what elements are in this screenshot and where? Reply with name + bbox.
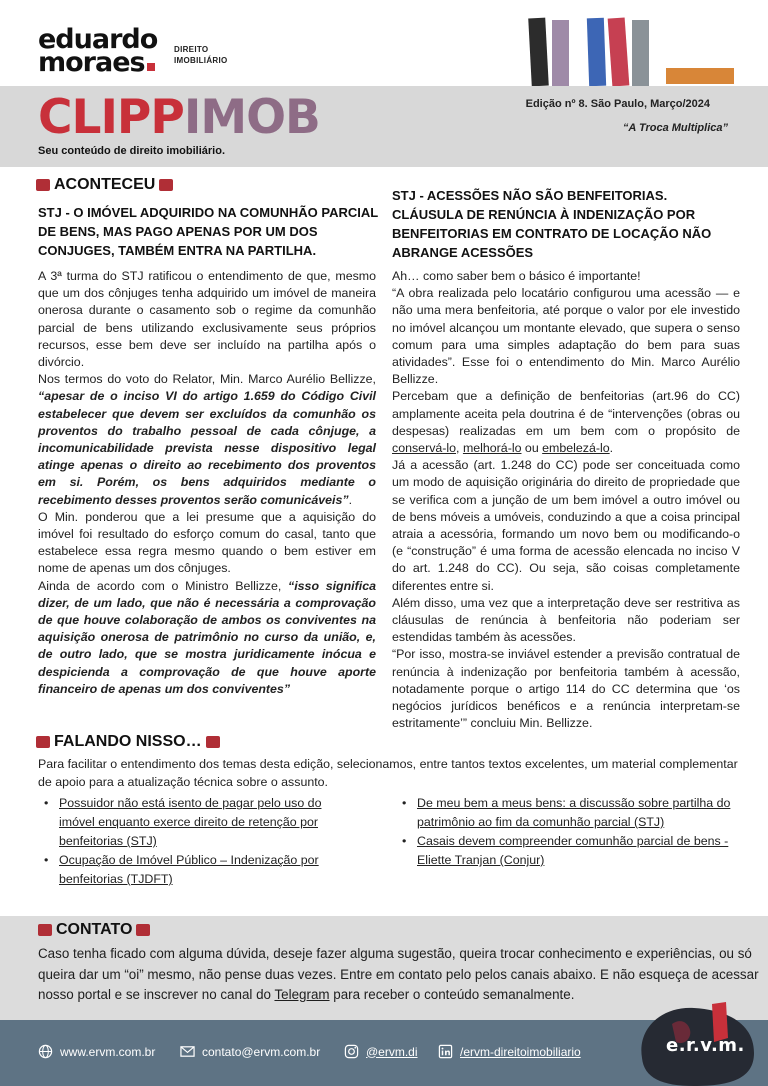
edition-theme: “A Troca Multiplica” <box>622 122 728 134</box>
paragraph: Nos termos do voto do Relator, Min. Marco Aurélio Bellizze, “apesar de o inciso VI do artigo 1.659 do Código Civil estabelecer que devem ser excluídos da comunhão os proventos do trabalho pessoal de cada cônjuge, a incomunicabilidade prevista nesse dispositivo legal atinge apenas o direito ao recebimento dos proventos em si. Porém, os bens adquiridos mediante o recebimento desses proventos serão comunicáveis”. <box>38 372 376 507</box>
list-item <box>398 832 748 870</box>
instagram-icon <box>344 1044 359 1059</box>
square-bullet-icon <box>159 179 173 191</box>
article-title-left: STJ - O IMÓVEL ADQUIRIDO NA COMUNHÃO PARCIAL DE BENS, MAS PAGO APENAS POR UM DOS CONJUGES, TAMBÉM ENTRA NA PARTILHA. <box>38 205 378 258</box>
square-bullet-icon <box>136 924 150 936</box>
paragraph: Ainda de acordo com o Ministro Bellizze, “isso significa dizer, de um lado, que não é necessária a comprovação de que houve colaboração de ambos os conviventes na aquisição onerosa de patrimônio no curso da união, e, de outro lado, que se mostra juridicamente inócua e despicienda a comprovação de que houve aporte financeiro de apenas um dos conviventes” <box>38 578 376 696</box>
footer-instagram[interactable]: @ervm.di <box>344 1044 418 1059</box>
paragraph: “Por isso, mostra-se inviável estender a previsão contratual de renúncia à indenização por benfeitoria também à acessão, notadamente porque o artigo 114 do CC determina que ‘os negócios jurídicos benéficos e a renúncia interpretam-se estritamente’” concluiu Min. Bellizze. <box>392 647 740 731</box>
decorative-brush-stripes <box>530 18 740 88</box>
section-heading-aconteceu: ACONTECEU <box>36 176 173 194</box>
falando-intro: Para facilitar o entendimento dos temas desta edição, selecionamos, entre tantos textos excelentes, um material complementar de apoio para a atualização técnica sobre o assunto. <box>38 757 738 789</box>
footer-email[interactable]: contato@ervm.com.br <box>180 1044 320 1059</box>
brand-subtitle <box>174 44 228 66</box>
telegram-link[interactable]: Telegram <box>274 987 330 1002</box>
paragraph: Além disso, uma vez que a interpretação deve ser restritiva as cláusulas de renúncia à benfeitoria não poderiam ser estendidas também às acessões. <box>392 595 740 645</box>
mail-icon <box>180 1044 195 1059</box>
brand-line-2: moraes <box>38 47 145 78</box>
paragraph: “A obra realizada pelo locatário configurou uma acessão — e não uma mera benfeitoria, até porque o valor por ele investido no imóvel alcançou um montante elevado, que supera o senso comum para uma simples adaptação do bem para suas atividades”. Esse foi o entendimento do Min. Marco Aurélio Bellizze. <box>392 286 740 387</box>
section-heading-contato: CONTATO <box>38 921 150 939</box>
brand-sub-1: DIREITO <box>174 45 209 54</box>
brand-logo <box>38 24 158 78</box>
globe-icon <box>38 1044 53 1059</box>
paragraph: Já a acessão (art. 1.248 do CC) pode ser conceituada como um modo de aquisição originária do direito de propriedade que se verifica com a junção de um bem imóvel a outro imóvel ou de bens móveis a umóveis, conduzindo a que a coisa principal atraia a acessória, formando um novo bem ou modificando-o (e “construção” é uma forma de acessão elencada no inciso V do art. 1.248 do CC). Ou seja, são coisas completamente diferentes entre si. <box>392 458 740 593</box>
brand-dot-icon <box>147 63 155 71</box>
linkedin-icon <box>438 1044 453 1059</box>
square-bullet-icon <box>206 736 220 748</box>
links-list-left <box>40 794 360 889</box>
square-bullet-icon <box>36 179 50 191</box>
brand-line-1: eduardo <box>38 24 158 55</box>
reference-link[interactable]: Ocupação de Imóvel Público – Indenização por benfeitorias (TJDFT) <box>59 853 319 886</box>
paragraph: O Min. ponderou que a lei presume que a aquisição do imóvel foi resultado do esforço comum do casal, tanto que estabelece essa regra mesmo quando o bem estiver em nome de apenas um dos cônjuges. <box>38 509 376 576</box>
paragraph: Ah… como saber bem o básico é importante! <box>392 269 641 283</box>
article-title-right: STJ - ACESSÕES NÃO SÃO BENFEITORIAS. CLÁUSULA DE RENÚNCIA À INDENIZAÇÃO POR BENFEITORIAS EM CONTRATO DE LOCAÇÃO NÃO ABRANGE ACESSÕES <box>392 188 712 260</box>
paragraph: Percebam que a definição de benfeitorias (art.96 do CC) amplamente aceita pela doutrina é de “intervenções (obras ou despesas) realizadas em um bem com o propósito de conservá-lo, melhorá-lo ou embelezá-lo. <box>392 389 740 456</box>
article-body-right <box>392 268 740 732</box>
edition-info: Edição nº 8. São Paulo, Março/2024 <box>525 98 710 110</box>
newsletter-title: CLIPPIMOB <box>38 90 320 145</box>
ervm-logo-text: e.r.v.m. <box>666 1035 745 1056</box>
paragraph: A 3ª turma do STJ ratificou o entendimento de que, mesmo que um dos cônjuges tenha adquirido um imóvel de maneira onerosa durante o casamento sob o regime da comunhão parcial de bens utilizando exclusivamente seus próprios recursos, esse bem deve ser incluído na partilha após o divórcio. <box>38 269 376 370</box>
reference-link[interactable]: Possuidor não está isento de pagar pelo uso do imóvel enquanto exerce direito de retenção por benfeitorias (STJ) <box>59 796 322 848</box>
article-body-left <box>38 268 376 698</box>
list-item <box>40 794 360 851</box>
reference-link[interactable]: De meu bem a meus bens: a discussão sobre partilha do patrimônio ao fim da comunhão parcial (STJ) <box>417 796 731 829</box>
list-item <box>40 851 360 889</box>
links-list-right <box>398 794 748 870</box>
section-heading-falando-nisso: FALANDO NISSO… <box>36 733 220 751</box>
square-bullet-icon <box>36 736 50 748</box>
footer-site[interactable]: www.ervm.com.br <box>38 1044 155 1059</box>
contact-text: Caso tenha ficado com alguma dúvida, deseje fazer alguma sugestão, queira trocar conhecimento e experiências, ou só queira dar um “oi” mesmo, não pense duas vezes. Entre em contato pelo pelos canais abaixo. E não esqueça de acessar nosso portal e se inscrever no canal do Telegram para receber o conteúdo semanalmente. <box>38 946 759 1002</box>
newsletter-subtitle: Seu conteúdo de direito imobiliário. <box>38 145 226 157</box>
square-bullet-icon <box>38 924 52 936</box>
list-item <box>398 794 748 832</box>
reference-link[interactable]: Casais devem compreender comunhão parcial de bens - Eliette Tranjan (Conjur) <box>417 834 729 867</box>
footer-linkedin[interactable]: /ervm-direitoimobiliario <box>438 1044 581 1059</box>
brand-sub-2: IMOBILIÁRIO <box>174 56 228 65</box>
